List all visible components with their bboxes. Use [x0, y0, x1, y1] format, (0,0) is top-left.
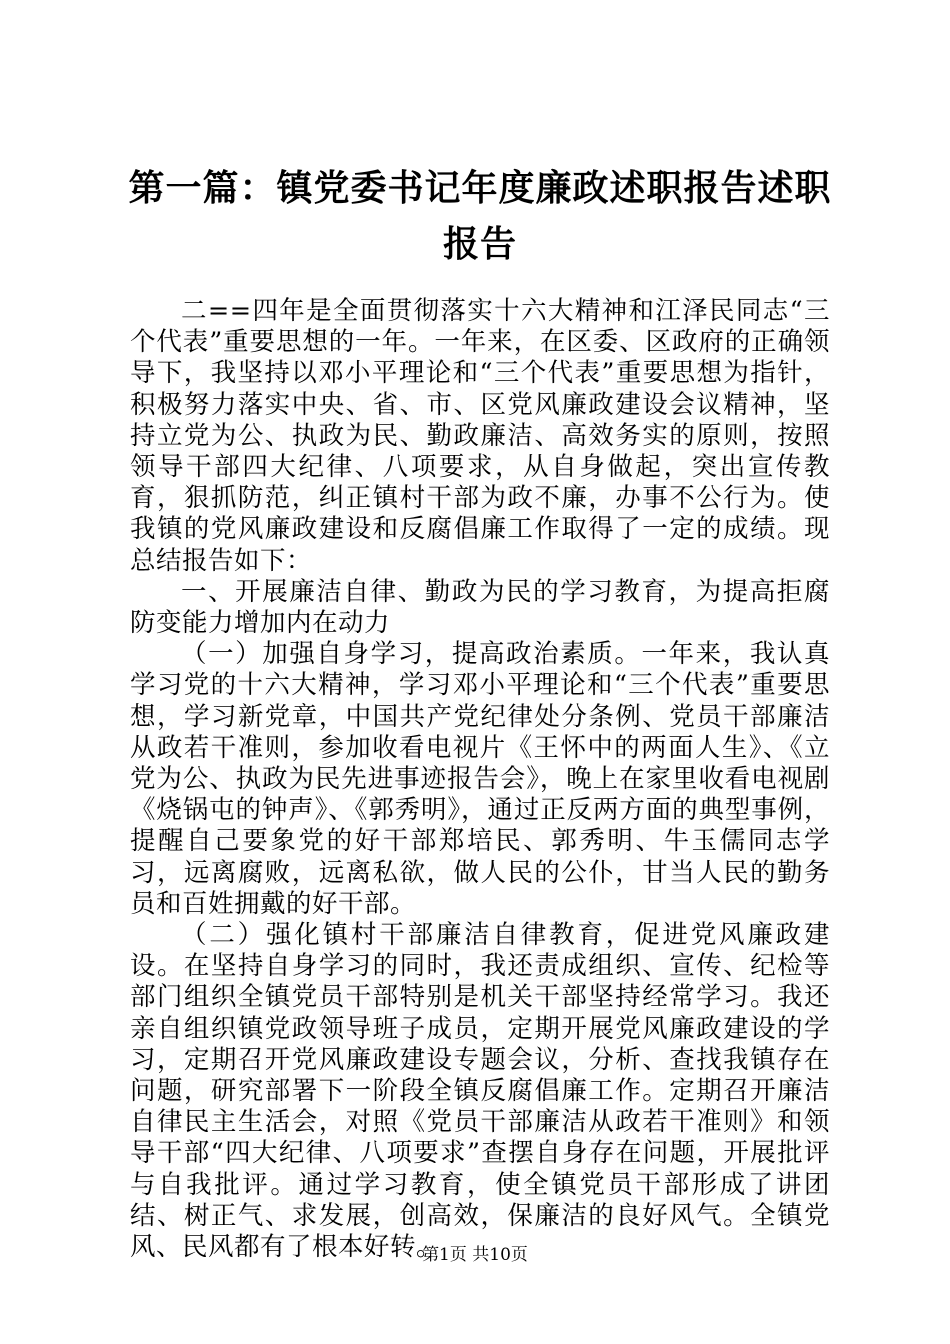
page-number-footer: 第1页 共10页 — [422, 1245, 528, 1265]
paragraph-intro: 二==四年是全面贯彻落实十六大精神和江泽民同志“三个代表”重要思想的一年。一年来，在区委、区政府的正确领导下，我坚持以邓小平理论和“三个代表”重要思想为指针，积极努力落实中央、省、市、区党风廉政建设会议精神，坚持立党为公、执政为民、勤政廉洁、高效务实的原则，按照领导干部四大纪律、八项要求，从自身做起，突出宣传教育，狠抓防范，纠正镇村干部为政不廉，办事不公行为。使我镇的党风廉政建设和反腐倡廉工作取得了一定的成绩。现总结报告如下： — [130, 296, 830, 576]
document-title: 第一篇：镇党委书记年度廉政述职报告述职报告 — [128, 167, 832, 265]
paragraph-cadre-education: （二）强化镇村干部廉洁自律教育，促进党风廉政建设。在坚持自身学习的同时，我还责成组织、宣传、纪检等部门组织全镇党员干部特别是机关干部坚持经常学习。我还亲自组织镇党政领导班子成员，定期开展党风廉政建设的学习，定期召开党风廉政建设专题会议，分析、查找我镇存在问题，研究部署下一阶段全镇反腐倡廉工作。定期召开廉洁自律民主生活会，对照《党员干部廉洁从政若干准则》和领导干部“四大纪律、八项要求”查摆自身存在问题，开展批评与自我批评。通过学习教育，使全镇党员干部形成了讲团结、树正气、求发展，创高效，保廉洁的良好风气。全镇党风、民风都有了根本好转。 — [130, 920, 830, 1263]
document-body — [130, 296, 830, 1263]
paragraph-section-heading: 一、开展廉洁自律、勤政为民的学习教育，为提高拒腐防变能力增加内在动力 — [130, 576, 830, 639]
paragraph-self-study: （一）加强自身学习，提高政治素质。一年来，我认真学习党的十六大精神，学习邓小平理论和“三个代表”重要思想，学习新党章，中国共产党纪律处分条例、党员干部廉洁从政若干准则，参加收看电视片《王怀中的两面人生》、《立党为公、执政为民先进事迹报告会》，晚上在家里收看电视剧《烧锅屯的钟声》、《郭秀明》，通过正反两方面的典型事例，提醒自己要象党的好干部郑培民、郭秀明、牛玉儒同志学习，远离腐败，远离私欲，做人民的公仆，甘当人民的勤务员和百姓拥戴的好干部。 — [130, 639, 830, 919]
